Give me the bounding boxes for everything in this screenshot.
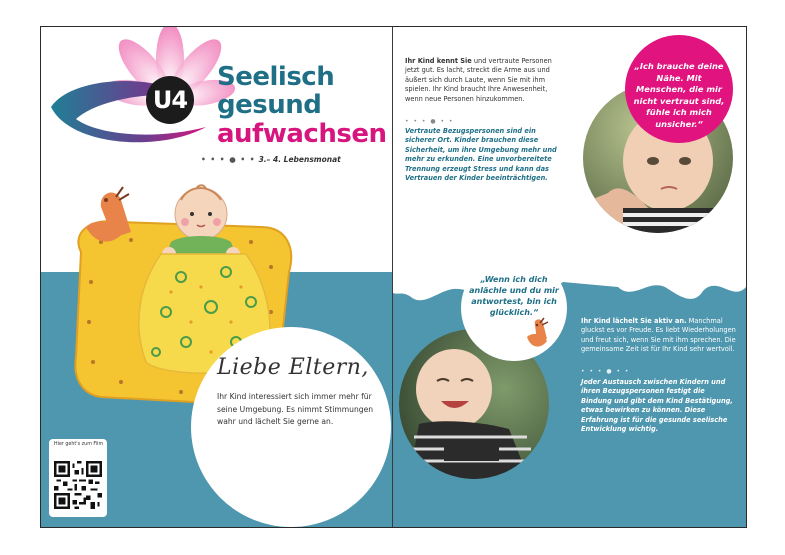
block2-body: Manchmal gluckst es vor Freude. Es liebt Wiederholungen und freut sich, wenn Sie mit ihm sprechen. Die gemeinsame Zeit ist für Ihr Kind sehr wertvoll. — [581, 317, 736, 354]
greeting-heading: Liebe Eltern, — [217, 355, 369, 380]
giraffe-toy-icon — [523, 317, 555, 353]
subtitle-dots: • • • ● • • — [201, 155, 256, 164]
text-block-2 — [581, 317, 736, 355]
separator-dots-1: • • • ● • • — [405, 118, 454, 125]
title-line-2: gesund — [217, 90, 322, 120]
text-block-1 — [405, 57, 557, 104]
block1-body: und vertraute Personen jetzt gut. Es lacht, streckt die Arme aus und äußert sich durch Laute, wenn Sie mit ihm spielen. Ihr Kind braucht Ihre Anwesenheit, wenn neue Personen hinzukommen. — [405, 57, 552, 103]
u4-badge: U4 — [146, 76, 194, 124]
brochure-spread — [40, 26, 747, 528]
subtitle-text: 3.– 4. Lebensmonat — [258, 155, 341, 164]
quote-pink-text: „Ich brauche deine Nähe. Mit Menschen, die mir nicht vertraut sind, fühle ich mich unsicher.“ — [633, 61, 725, 129]
block2-lead: Ihr Kind lächelt Sie aktiv an. — [581, 317, 687, 325]
qr-label: Hier geht's zum Film — [54, 442, 104, 447]
age-subtitle — [201, 155, 341, 164]
text-block-2-italic: Jeder Austausch zwischen Kindern und ihren Bezugspersonen festigt die Bindung und gibt dem Kind Bestätigung, etwas bewirken zu können. Diese Erfahrung ist für die gesunde seelische Entwicklung wichtig. — [581, 378, 733, 434]
intro-text: Ihr Kind interessiert sich immer mehr für seine Umgebung. Es nimmt Stimmungen wahr und lächelt Sie gerne an. — [217, 392, 374, 426]
title-line-1: Seelisch — [217, 62, 335, 92]
drip-edge — [393, 257, 746, 317]
left-page — [41, 27, 392, 527]
right-page — [393, 27, 746, 527]
text-block-1-italic: Vertraute Bezugspersonen sind ein sicherer Ort. Kinder brauchen diese Sicherheit, um ihre Umgebung mehr und mehr zu erkunden. Eine unvorbereitete Trennung erzeugt Stress und kann das Vertrauen der Kinder beeinträchtigen. — [405, 127, 557, 183]
separator-dots-2: • • • ● • • — [581, 368, 630, 375]
quote-white-text: „Wenn ich dich anlächle und du mir antwortest, bin ich glücklich.“ — [469, 275, 559, 317]
qr-code-icon[interactable] — [54, 461, 102, 509]
block1-lead: Ihr Kind kennt Sie — [405, 57, 472, 65]
qr-card[interactable] — [49, 439, 107, 517]
title-line-3: aufwachsen — [217, 119, 387, 149]
